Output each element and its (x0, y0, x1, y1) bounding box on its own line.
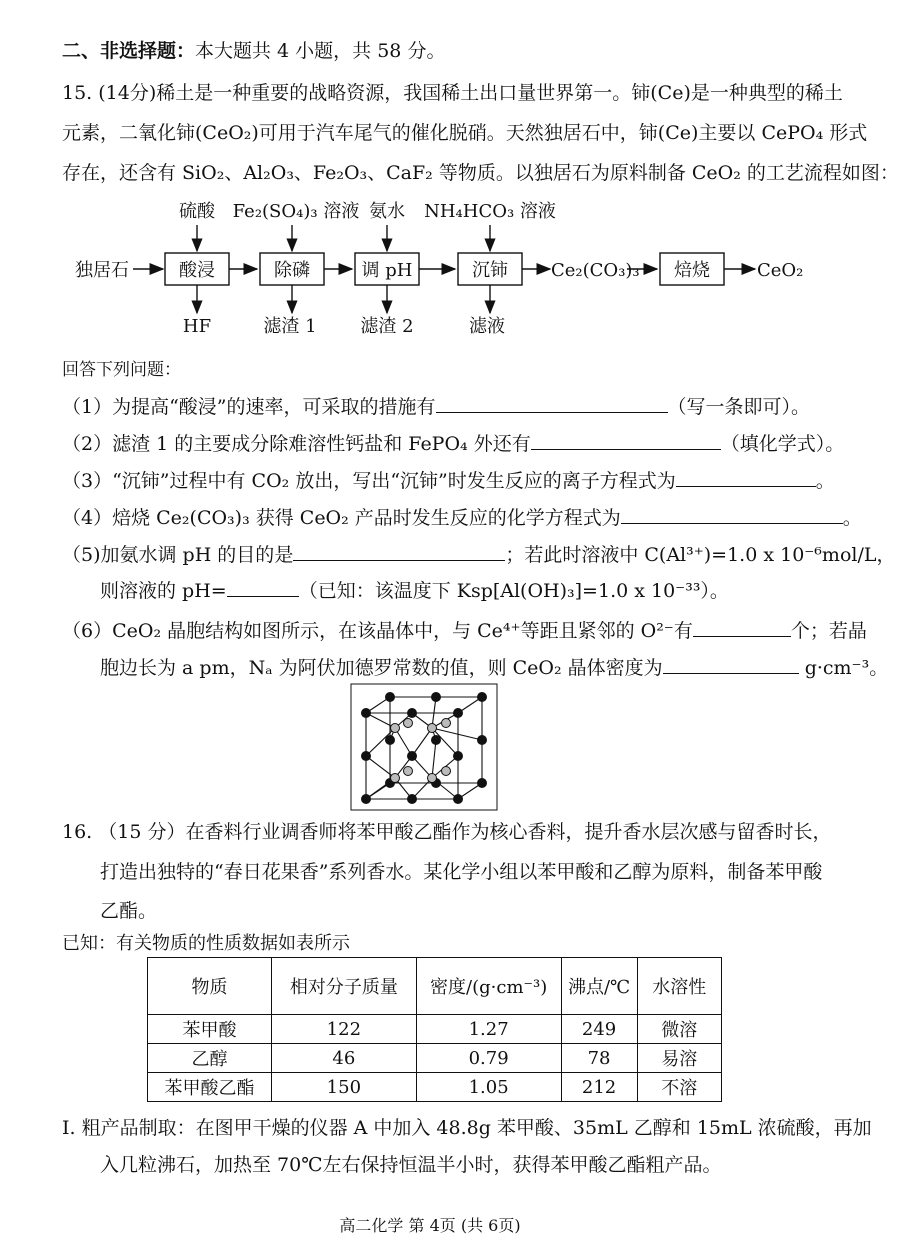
properties-table (147, 957, 722, 1102)
svg-text:调 pH: 调 pH (361, 260, 413, 281)
answer-blank-2[interactable] (531, 431, 721, 450)
table-cell: 1.27 (416, 1015, 561, 1044)
process-flow-diagram (0, 195, 860, 340)
table-cell: 0.79 (416, 1044, 561, 1073)
svg-text:沉铈: 沉铈 (472, 260, 508, 281)
q15-intro-line-2: 元素，二氧化铈(CeO₂)可用于汽车尾气的催化脱硝。天然独居石中，铈(Ce)主要以 CePO₄ 形式 (62, 122, 868, 144)
flow-step-roasting (660, 253, 724, 285)
flow-step-phosphorus-removal (260, 253, 324, 285)
svg-text:焙烧: 焙烧 (674, 260, 710, 281)
section-heading: 二、非选择题：本大题共 4 小题，共 58 分。 (62, 40, 446, 62)
q15-sub-5: （5)加氨水调 pH 的目的是 ；若此时溶液中 C(Al³⁺)=1.0 x 10⁻⁶mol/L， (62, 544, 896, 566)
flow-intermediate-label: Ce₂(CO₃)₃ (551, 260, 640, 281)
table-cell: 78 (561, 1044, 637, 1073)
table-cell: 122 (271, 1015, 416, 1044)
table-cell: 46 (271, 1044, 416, 1073)
table-header-row (148, 958, 722, 1015)
table-cell: 苯甲酸乙酯 (148, 1073, 272, 1102)
table-cell: 249 (561, 1015, 637, 1044)
table-row (148, 1044, 722, 1073)
q16-known: 已知：有关物质的性质数据如表所示 (62, 933, 350, 954)
q16-part1-line-1: I. 粗产品制取：在图甲干燥的仪器 A 中加入 48.8g 苯甲酸、35mL 乙醇和 15mL 浓硫酸，再加 (62, 1117, 872, 1139)
q15-intro-line-3: 存在，还含有 SiO₂、Al₂O₃、Fe₂O₃、CaF₂ 等物质。以独居石为原料制备 CeO₂ 的工艺流程如图： (62, 162, 899, 184)
q15-sub-1: （1）为提高“酸浸”的速率，可采取的措施有 （写一条即可）。 (62, 396, 811, 418)
q16-part1-line-2: 入几粒沸石，加热至 70℃左右保持恒温半小时，获得苯甲酸乙酯粗产品。 (100, 1154, 722, 1176)
table-cell: 不溶 (637, 1073, 721, 1102)
table-cell: 乙醇 (148, 1044, 272, 1073)
flow-output-residue-1: 滤渣 1 (263, 316, 317, 337)
answer-blank-1[interactable] (436, 394, 668, 413)
table-header: 密度/(g·cm⁻³) (416, 958, 561, 1015)
flow-output-filtrate: 滤液 (469, 316, 505, 337)
table-row (148, 1015, 722, 1044)
answer-prompt: 回答下列问题： (62, 360, 181, 380)
q16-intro-line-1: 16. （15 分）在香料行业调香师将苯甲酸乙酯作为核心香料，提升香水层次感与留香时长， (62, 821, 832, 843)
flow-output-residue-2: 滤渣 2 (360, 316, 414, 337)
table-header: 水溶性 (637, 958, 721, 1015)
q16-intro-line-2: 打造出独特的“春日花果香”系列香水。某化学小组以苯甲酸和乙醇为原料，制备苯甲酸 (100, 861, 823, 883)
q16-intro-line-3: 乙酯。 (100, 900, 158, 922)
flow-step-acid-leach (165, 253, 229, 285)
q15-sub-4: （4）焙烧 Ce₂(CO₃)₃ 获得 CeO₂ 产品时发生反应的化学方程式为 。 (62, 507, 862, 529)
flow-step-cerium-precipitation (458, 253, 522, 285)
flow-input-ammonia: 氨水 (369, 201, 405, 222)
ceo2-unit-cell-figure (350, 683, 498, 811)
q15-sub-3: （3）“沉铈”过程中有 CO₂ 放出，写出“沉铈”时发生反应的离子方程式为 。 (62, 470, 835, 492)
q15-sub-2: （2）滤渣 1 的主要成分除难溶性钙盐和 FePO₄ 外还有 （填化学式）。 (62, 433, 845, 455)
table-header: 物质 (148, 958, 272, 1015)
answer-blank-3[interactable] (676, 468, 816, 487)
answer-blank-6b[interactable] (663, 655, 799, 674)
table-cell: 150 (271, 1073, 416, 1102)
flow-input-ammonium-bicarbonate: NH₄HCO₃ 溶液 (424, 201, 556, 222)
answer-blank-6a[interactable] (693, 618, 791, 637)
flow-output-hf: HF (182, 316, 212, 337)
q15-intro-line-1: 15. (14分)稀土是一种重要的战略资源，我国稀土出口量世界第一。铈(Ce)是一种典型的稀土 (62, 82, 843, 104)
table-header: 沸点/℃ (561, 958, 637, 1015)
flow-input-sulfuric-acid: 硫酸 (179, 201, 215, 222)
flow-step-adjust-ph (355, 253, 419, 285)
table-header: 相对分子质量 (271, 958, 416, 1015)
answer-blank-4[interactable] (621, 505, 843, 524)
q15-sub-6: （6）CeO₂ 晶胞结构如图所示，在该晶体中，与 Ce⁴⁺等距且紧邻的 O²⁻有 个；若晶 (62, 620, 867, 642)
table-cell: 易溶 (637, 1044, 721, 1073)
table-cell: 212 (561, 1073, 637, 1102)
svg-text:除磷: 除磷 (274, 260, 310, 281)
q15-sub-5-cont: 则溶液的 pH= （已知：该温度下 Ksp[Al(OH)₃]=1.0 x 10⁻³³）。 (100, 580, 729, 602)
answer-blank-5b[interactable] (227, 578, 299, 597)
answer-blank-5a[interactable] (293, 542, 505, 561)
table-row (148, 1073, 722, 1102)
table-cell: 苯甲酸 (148, 1015, 272, 1044)
table-cell: 1.05 (416, 1073, 561, 1102)
flow-start-label: 独居石 (75, 260, 129, 281)
page-footer: 高二化学 第 4页 (共 6页) (339, 1216, 521, 1235)
q15-sub-6-cont: 胞边长为 a pm，Nₐ 为阿伏加德罗常数的值，则 CeO₂ 晶体密度为 g·cm⁻³。 (100, 657, 889, 679)
table-cell: 微溶 (637, 1015, 721, 1044)
svg-text:酸浸: 酸浸 (179, 260, 215, 281)
flow-input-ferric-sulfate: Fe₂(SO₄)₃ 溶液 (232, 201, 360, 222)
flow-product-label: CeO₂ (757, 260, 804, 281)
